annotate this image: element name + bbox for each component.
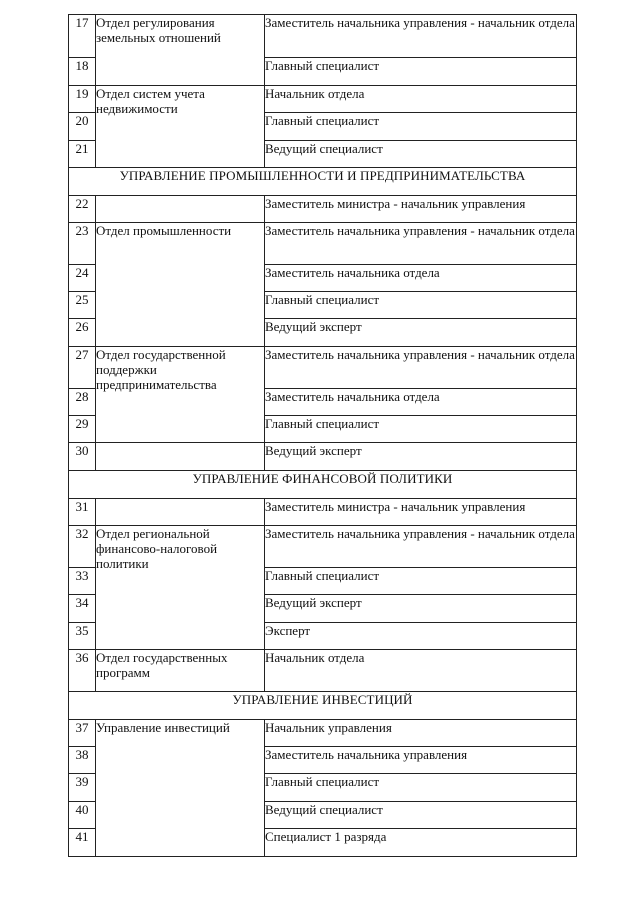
position-title: Заместитель начальника управления - начальник отдела — [265, 526, 577, 568]
row-number: 22 — [69, 196, 96, 223]
position-title: Главный специалист — [265, 774, 577, 802]
position-title: Заместитель начальника управления - начальник отдела — [265, 223, 577, 265]
row-number: 30 — [69, 443, 96, 471]
position-title: Начальник отдела — [265, 650, 577, 692]
row-number: 34 — [69, 595, 96, 623]
unit-name — [96, 196, 265, 223]
row-number: 25 — [69, 292, 96, 319]
table-row — [69, 15, 577, 58]
position-title: Эксперт — [265, 623, 577, 650]
unit-name: Отдел систем учета недвижимости — [96, 86, 265, 168]
row-number: 28 — [69, 389, 96, 416]
table-row — [69, 443, 577, 471]
position-title: Главный специалист — [265, 58, 577, 86]
section-heading: УПРАВЛЕНИЕ ИНВЕСТИЦИЙ — [69, 692, 577, 720]
section-row — [69, 692, 577, 720]
position-title: Главный специалист — [265, 113, 577, 141]
section-row — [69, 168, 577, 196]
row-number: 32 — [69, 526, 96, 568]
position-title: Ведущий эксперт — [265, 595, 577, 623]
table-row — [69, 720, 577, 747]
position-title: Главный специалист — [265, 292, 577, 319]
row-number: 26 — [69, 319, 96, 347]
table-row — [69, 347, 577, 389]
section-row — [69, 471, 577, 499]
position-title: Главный специалист — [265, 416, 577, 443]
table-row — [69, 499, 577, 526]
row-number: 17 — [69, 15, 96, 58]
table-row — [69, 650, 577, 692]
row-number: 20 — [69, 113, 96, 141]
position-title: Заместитель министра - начальник управления — [265, 499, 577, 526]
staff-table — [68, 14, 577, 857]
unit-name — [96, 443, 265, 471]
row-number: 23 — [69, 223, 96, 265]
position-title: Специалист 1 разряда — [265, 829, 577, 857]
position-title: Заместитель начальника управления — [265, 747, 577, 774]
row-number: 37 — [69, 720, 96, 747]
position-title: Ведущий специалист — [265, 141, 577, 168]
row-number: 19 — [69, 86, 96, 113]
position-title: Начальник отдела — [265, 86, 577, 113]
position-title: Заместитель начальника управления - начальник отдела — [265, 15, 577, 58]
table-row — [69, 526, 577, 568]
row-number: 33 — [69, 568, 96, 595]
row-number: 36 — [69, 650, 96, 692]
row-number: 35 — [69, 623, 96, 650]
unit-name: Управление инвестиций — [96, 720, 265, 857]
row-number: 41 — [69, 829, 96, 857]
position-title: Заместитель начальника отдела — [265, 265, 577, 292]
row-number: 29 — [69, 416, 96, 443]
position-title: Заместитель начальника управления - начальник отдела — [265, 347, 577, 389]
table-row — [69, 196, 577, 223]
row-number: 40 — [69, 802, 96, 829]
unit-name: Отдел региональной финансово-налоговой политики — [96, 526, 265, 650]
position-title: Ведущий специалист — [265, 802, 577, 829]
section-heading: УПРАВЛЕНИЕ ПРОМЫШЛЕННОСТИ И ПРЕДПРИНИМАТЕЛЬСТВА — [69, 168, 577, 196]
row-number: 21 — [69, 141, 96, 168]
unit-name: Отдел государственных программ — [96, 650, 265, 692]
unit-name: Отдел промышленности — [96, 223, 265, 347]
position-title: Заместитель начальника отдела — [265, 389, 577, 416]
row-number: 27 — [69, 347, 96, 389]
position-title: Ведущий эксперт — [265, 443, 577, 471]
row-number: 38 — [69, 747, 96, 774]
position-title: Заместитель министра - начальник управления — [265, 196, 577, 223]
table-row — [69, 86, 577, 113]
unit-name — [96, 499, 265, 526]
position-title: Ведущий эксперт — [265, 319, 577, 347]
position-title: Начальник управления — [265, 720, 577, 747]
position-title: Главный специалист — [265, 568, 577, 595]
table-row — [69, 223, 577, 265]
section-heading: УПРАВЛЕНИЕ ФИНАНСОВОЙ ПОЛИТИКИ — [69, 471, 577, 499]
unit-name: Отдел регулирования земельных отношений — [96, 15, 265, 86]
row-number: 31 — [69, 499, 96, 526]
row-number: 24 — [69, 265, 96, 292]
unit-name: Отдел государственной поддержки предпринимательства — [96, 347, 265, 443]
row-number: 18 — [69, 58, 96, 86]
row-number: 39 — [69, 774, 96, 802]
